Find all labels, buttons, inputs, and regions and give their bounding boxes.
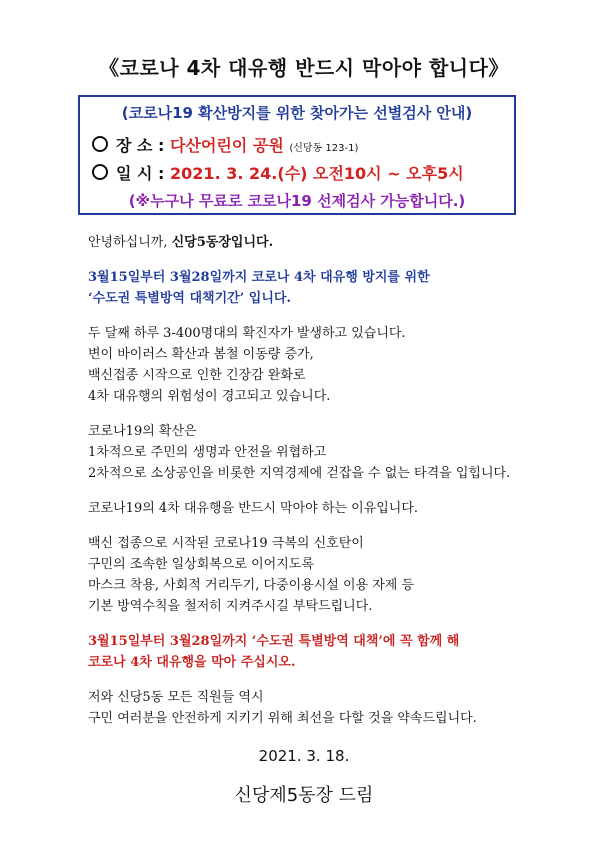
notice-box <box>78 95 516 215</box>
greeting-bold: 신당5동장입니다. <box>171 235 274 250</box>
document-date: 2021. 3. 18. <box>258 747 350 765</box>
place-line <box>92 133 358 156</box>
place-label: 장 소 : <box>116 136 165 155</box>
document-title: 《코로나 4차 대유행 반드시 막아야 합니다》 <box>99 56 509 80</box>
time-value: 2021. 3. 24.(수) 오전10시 ~ 오후5시 <box>170 164 464 183</box>
text-line: ‘수도권 특별방역 대책기간’ 입니다. <box>88 291 291 306</box>
request-paragraph <box>88 533 558 617</box>
text-line: 백신접종 시작으로 인한 긴장감 완화로 <box>88 368 306 383</box>
notice-heading: (코로나19 확산방지를 위한 찾아가는 선별검사 안내) <box>121 104 473 122</box>
letter-body <box>88 232 558 743</box>
impact-paragraph <box>88 421 558 484</box>
situation-paragraph <box>88 323 558 407</box>
text-line: 코로나19의 4차 대유행을 반드시 막아야 하는 이유입니다. <box>88 501 419 516</box>
text-line: 3월15일부터 3월28일까지 ‘수도권 특별방역 대책’에 꼭 함께 해 <box>88 634 460 649</box>
greeting <box>88 232 558 253</box>
text-line: 4차 대유행의 위험성이 경고되고 있습니다. <box>88 389 331 404</box>
text-line: 마스크 착용, 사회적 거리두기, 다중이용시설 이용 자제 등 <box>88 578 415 593</box>
text-line: 변이 바이러스 확산과 봄철 이동량 증가, <box>88 347 314 362</box>
text-line: 2차적으로 소상공인을 비롯한 지역경제에 걷잡을 수 없는 타격을 입힙니다. <box>88 466 511 481</box>
greeting-plain: 안녕하십니까, <box>88 235 172 250</box>
place-detail: (신당동 123-1) <box>289 143 359 154</box>
text-line: 1차적으로 주민의 생명과 안전을 위협하고 <box>88 445 327 460</box>
circle-bullet-icon <box>92 164 108 180</box>
text-line: 구민의 조속한 일상회복으로 이어지도록 <box>88 557 314 572</box>
text-line: 구민 여러분을 안전하게 지키기 위해 최선을 다할 것을 약속드립니다. <box>88 711 477 726</box>
promise-paragraph <box>88 687 558 729</box>
signature: 신당제5동장 드림 <box>234 785 374 806</box>
notice-note: (※누구나 무료로 코로나19 선제검사 가능합니다.) <box>128 192 466 210</box>
text-line: 3월15일부터 3월28일까지 코로나 4차 대유행 방지를 위한 <box>88 270 430 285</box>
text-line: 두 달째 하루 3-400명대의 확진자가 발생하고 있습니다. <box>88 326 406 341</box>
reason-paragraph <box>88 498 558 519</box>
text-line: 저와 신당5동 모든 직원들 역시 <box>88 690 264 705</box>
text-line: 기본 방역수칙을 철저히 지켜주시길 부탁드립니다. <box>88 599 373 614</box>
appeal-paragraph <box>88 631 558 673</box>
place-value: 다산어린이 공원 <box>170 136 284 155</box>
text-line: 백신 접종으로 시작된 코로나19 극복의 신호탄이 <box>88 536 364 551</box>
time-label: 일 시 : <box>116 164 165 183</box>
text-line: 코로나19의 확산은 <box>88 424 197 439</box>
text-line: 코로나 4차 대유행을 막아 주십시오. <box>88 655 296 670</box>
time-line <box>92 161 464 184</box>
period-paragraph <box>88 267 558 309</box>
circle-bullet-icon <box>92 136 108 152</box>
